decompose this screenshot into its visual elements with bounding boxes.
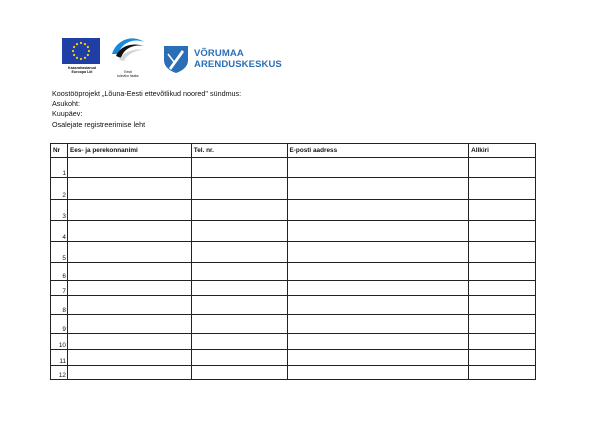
header-phone: Tel. nr. [191, 144, 287, 158]
cell-name[interactable] [67, 350, 191, 366]
cell-name[interactable] [67, 158, 191, 178]
header-nr: Nr [51, 144, 68, 158]
cell-email[interactable] [287, 242, 469, 263]
header-email: E-posti aadress [287, 144, 469, 158]
eu-logo-line1: Kaasrahastanud [68, 66, 96, 70]
row-number: 2 [51, 178, 68, 200]
cell-signature[interactable] [469, 242, 536, 263]
cell-name[interactable] [67, 221, 191, 242]
row-number: 8 [51, 296, 68, 315]
row-number: 5 [51, 242, 68, 263]
location-label: Asukoht: [52, 99, 80, 109]
cell-email[interactable] [287, 178, 469, 200]
cell-phone[interactable] [191, 158, 287, 178]
cell-name[interactable] [67, 263, 191, 281]
table-row [51, 158, 536, 178]
table-row [51, 221, 536, 242]
table-row [51, 366, 536, 380]
estonia-logo-line1: Eesti [124, 70, 132, 74]
project-title: Koostööprojekt „Lõuna-Eesti ettevõtlikud noored" sündmus: [52, 89, 242, 98]
cell-signature[interactable] [469, 178, 536, 200]
cell-name[interactable] [67, 366, 191, 380]
cell-email[interactable] [287, 281, 469, 296]
cell-name[interactable] [67, 200, 191, 221]
cell-email[interactable] [287, 350, 469, 366]
cell-phone[interactable] [191, 242, 287, 263]
cell-signature[interactable] [469, 315, 536, 334]
eu-flag-logo [62, 38, 102, 74]
table-row [51, 242, 536, 263]
cell-signature[interactable] [469, 350, 536, 366]
cell-phone[interactable] [191, 221, 287, 242]
cell-name[interactable] [67, 281, 191, 296]
table-row [51, 350, 536, 366]
cell-phone[interactable] [191, 350, 287, 366]
row-number: 11 [51, 350, 68, 366]
cell-email[interactable] [287, 263, 469, 281]
cell-email[interactable] [287, 158, 469, 178]
table-row [51, 315, 536, 334]
table-row [51, 200, 536, 221]
cell-phone[interactable] [191, 178, 287, 200]
cell-email[interactable] [287, 366, 469, 380]
header-name: Ees- ja perekonnanimi [67, 144, 191, 158]
table-row [51, 178, 536, 200]
estonia-swoosh-icon [110, 34, 146, 64]
cell-signature[interactable] [469, 263, 536, 281]
eu-logo-text [62, 66, 102, 74]
cell-name[interactable] [67, 334, 191, 350]
row-number: 6 [51, 263, 68, 281]
vorumaa-logo-text [194, 48, 282, 70]
cell-email[interactable] [287, 200, 469, 221]
header-signature: Allkiri [469, 144, 536, 158]
table-row [51, 281, 536, 296]
cell-name[interactable] [67, 242, 191, 263]
cell-email[interactable] [287, 315, 469, 334]
row-number: 9 [51, 315, 68, 334]
cell-signature[interactable] [469, 221, 536, 242]
cell-email[interactable] [287, 334, 469, 350]
eu-logo-line2: Euroopa Liit [71, 70, 93, 74]
cell-signature[interactable] [469, 334, 536, 350]
cell-signature[interactable] [469, 158, 536, 178]
cell-phone[interactable] [191, 263, 287, 281]
eu-flag-icon [62, 38, 100, 64]
row-number: 3 [51, 200, 68, 221]
cell-phone[interactable] [191, 334, 287, 350]
row-number: 1 [51, 158, 68, 178]
cell-signature[interactable] [469, 200, 536, 221]
vorumaa-shield-icon [162, 44, 190, 74]
cell-phone[interactable] [191, 200, 287, 221]
row-number: 12 [51, 366, 68, 380]
estonia-logo-line2: tuleviku heaks [117, 74, 139, 78]
cell-phone[interactable] [191, 296, 287, 315]
cell-phone[interactable] [191, 366, 287, 380]
cell-phone[interactable] [191, 281, 287, 296]
row-number: 7 [51, 281, 68, 296]
estonia-logo [110, 34, 146, 78]
table-row [51, 296, 536, 315]
event-info [52, 89, 241, 130]
cell-email[interactable] [287, 221, 469, 242]
vorumaa-logo-line1: VÕRUMAA [194, 48, 244, 59]
table-header-row [51, 144, 536, 158]
cell-signature[interactable] [469, 366, 536, 380]
cell-email[interactable] [287, 296, 469, 315]
cell-phone[interactable] [191, 315, 287, 334]
table-row [51, 263, 536, 281]
cell-name[interactable] [67, 315, 191, 334]
row-number: 4 [51, 221, 68, 242]
sheet-title: Osalejate registreerimise leht [52, 119, 146, 129]
cell-name[interactable] [67, 296, 191, 315]
table-row [51, 334, 536, 350]
cell-name[interactable] [67, 178, 191, 200]
vorumaa-logo-line2: ARENDUSKESKUS [194, 59, 282, 70]
cell-signature[interactable] [469, 281, 536, 296]
registration-table [50, 143, 536, 380]
cell-signature[interactable] [469, 296, 536, 315]
vorumaa-arenduskeskus-logo [162, 44, 282, 80]
row-number: 10 [51, 334, 68, 350]
estonia-logo-text [110, 70, 146, 78]
date-label: Kuupäev: [52, 109, 83, 119]
